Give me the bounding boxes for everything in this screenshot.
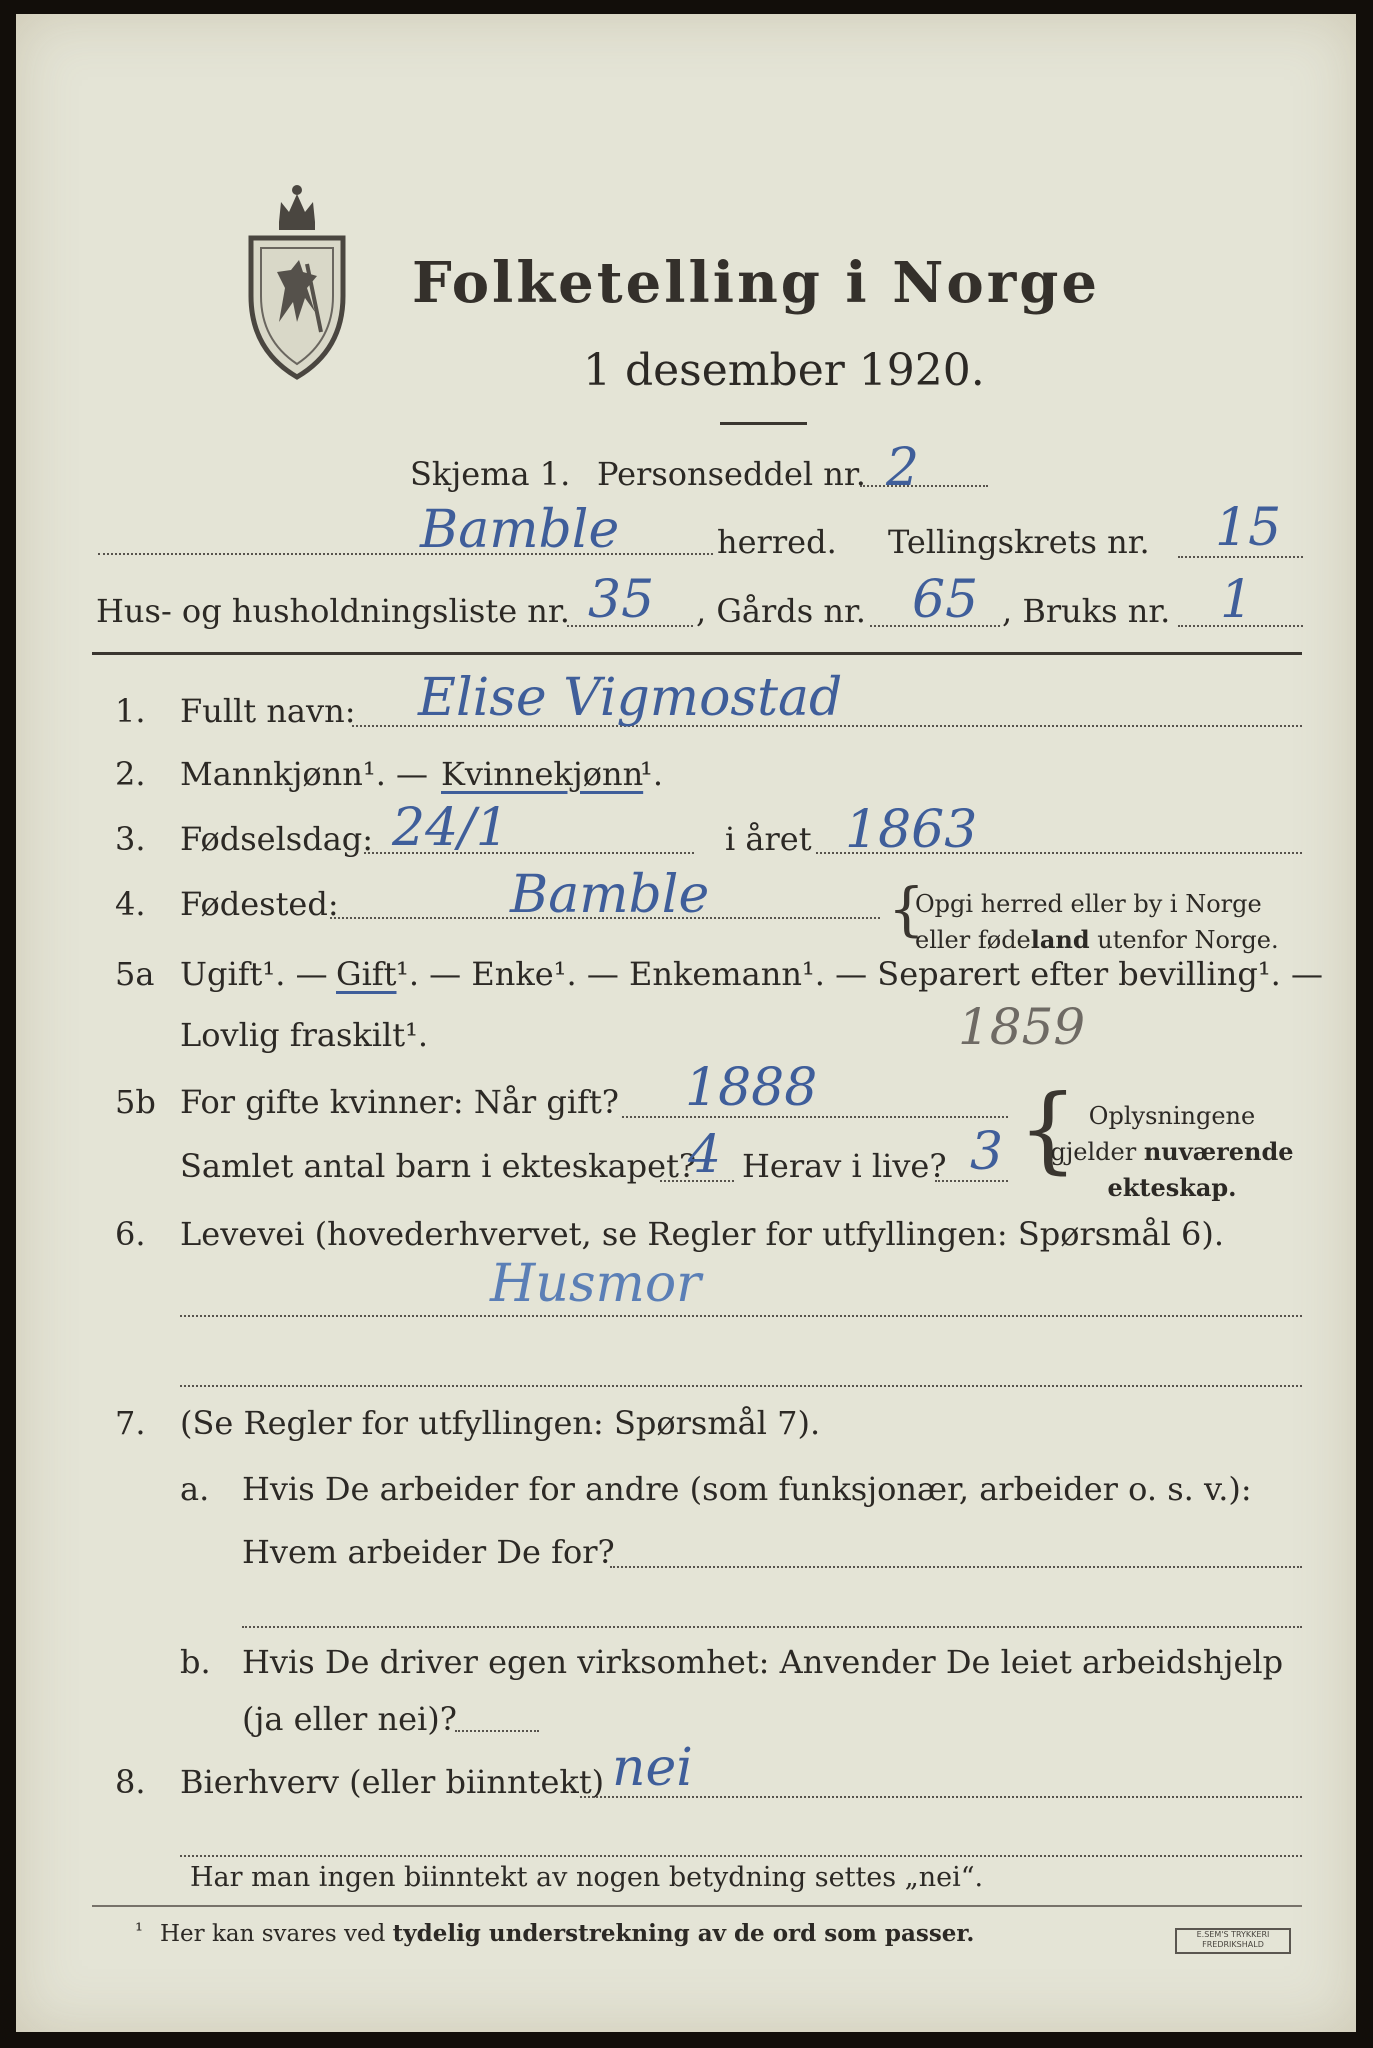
q5a-ugift-option[interactable]: Ugift¹. — bbox=[180, 955, 328, 993]
q8-hint: Har man ingen biinntekt av nogen betydning settes „nei“. bbox=[190, 1862, 984, 1893]
q5b-note-line2 bbox=[1042, 1134, 1302, 1170]
q2-mann-option[interactable]: Mannkjønn¹. — bbox=[180, 755, 429, 793]
q5b-number: 5b bbox=[115, 1083, 156, 1121]
q1-number: 1. bbox=[115, 692, 146, 730]
q6-number: 6. bbox=[115, 1215, 146, 1253]
q7a-line2: Hvem arbeider De for? bbox=[242, 1533, 615, 1571]
q4-note bbox=[915, 886, 1279, 958]
q5b-barn-label: Samlet antal barn i ekteskapet? bbox=[180, 1147, 697, 1185]
q4-note-part-b: land bbox=[1030, 925, 1090, 954]
q3-year-label: i året bbox=[725, 820, 812, 858]
q4-label: Fødested: bbox=[180, 885, 339, 923]
q5a-number: 5a bbox=[115, 955, 155, 993]
personseddel-label: Personseddel nr. bbox=[597, 455, 866, 493]
tellingskrets-value[interactable]: 15 bbox=[1215, 498, 1282, 558]
printer-stamp bbox=[1175, 1928, 1291, 1954]
q7a-line-2 bbox=[242, 1626, 1302, 1628]
q5b-note-part-c: ekteskap. bbox=[1107, 1173, 1237, 1202]
q7b-line bbox=[455, 1730, 539, 1732]
q6-label: Levevei (hovederhvervet, se Regler for utfyllingen: Spørsmål 6). bbox=[180, 1215, 1225, 1253]
personseddel-value[interactable]: 2 bbox=[886, 438, 920, 498]
footer-rule bbox=[92, 1905, 1302, 1907]
q4-note-line2 bbox=[915, 922, 1279, 958]
q3-number: 3. bbox=[115, 820, 146, 858]
q5b-note-line3 bbox=[1042, 1170, 1302, 1206]
q6-line-2 bbox=[180, 1385, 1302, 1387]
q7a-letter: a. bbox=[180, 1470, 210, 1508]
q5b-brace: { bbox=[1018, 1075, 1078, 1184]
q8-line-2 bbox=[180, 1855, 1302, 1857]
q5b-live-label: Herav i live? bbox=[742, 1147, 947, 1185]
herred-label: herred. bbox=[717, 523, 837, 561]
q5b-note bbox=[1042, 1098, 1302, 1206]
children-count-value[interactable]: 4 bbox=[688, 1125, 722, 1185]
q3-label: Fødselsdag: bbox=[180, 820, 374, 858]
q5a-gift-option[interactable]: Gift bbox=[336, 955, 397, 993]
husliste-value[interactable]: 35 bbox=[588, 570, 655, 630]
children-alive-value[interactable]: 3 bbox=[970, 1122, 1004, 1182]
q7b-line1: Hvis De driver egen virksomhet: Anvender De leiet arbeidshjelp bbox=[242, 1643, 1284, 1681]
gards-label: , Gårds nr. bbox=[696, 592, 866, 630]
birthdate-value[interactable]: 24/1 bbox=[392, 798, 509, 858]
birthplace-value[interactable]: Bamble bbox=[510, 865, 710, 925]
title-divider bbox=[720, 422, 807, 425]
side-income-value[interactable]: nei bbox=[612, 1738, 693, 1798]
q5a-other-options[interactable]: ¹. — Enke¹. — Enkemann¹. — Separert efter bevilling¹. — bbox=[396, 955, 1323, 993]
q2-kvinne-option[interactable]: Kvinnekjønn bbox=[441, 755, 644, 793]
husliste-label: Hus- og husholdningsliste nr. bbox=[96, 592, 570, 630]
gards-value[interactable]: 65 bbox=[912, 570, 979, 630]
herred-value[interactable]: Bamble bbox=[420, 500, 620, 560]
full-name-value[interactable]: Elise Vigmostad bbox=[418, 668, 843, 728]
q2-tail: ¹. bbox=[640, 755, 663, 793]
footnote-part-a: Her kan svares ved bbox=[160, 1921, 393, 1947]
footnote bbox=[160, 1920, 974, 1947]
q7b-line2: (ja eller nei)? bbox=[242, 1700, 457, 1738]
q4-note-line1: Opgi herred eller by i Norge bbox=[915, 890, 1262, 918]
q7a-line bbox=[610, 1566, 1302, 1568]
birth-year-value[interactable]: 1863 bbox=[845, 800, 978, 860]
q2-number: 2. bbox=[115, 755, 146, 793]
census-date: 1 desember 1920. bbox=[583, 345, 985, 396]
q4-number: 4. bbox=[115, 885, 146, 923]
q5b-note-part-a: gjelder bbox=[1050, 1138, 1144, 1166]
personseddel-line bbox=[860, 485, 988, 487]
q5b-label: For gifte kvinner: Når gift? bbox=[180, 1083, 619, 1121]
form-title: Folketelling i Norge bbox=[412, 250, 1101, 316]
q7a-line1: Hvis De arbeider for andre (som funksjonær, arbeider o. s. v.): bbox=[242, 1470, 1252, 1508]
q5b-note-part-b: nuværende bbox=[1143, 1137, 1294, 1166]
q8-number: 8. bbox=[115, 1763, 146, 1801]
pencil-annotation: 1859 bbox=[958, 998, 1086, 1056]
stamp-line2: FREDRIKSHALD bbox=[1202, 1940, 1264, 1949]
q1-label: Fullt navn: bbox=[180, 692, 356, 730]
herred-line bbox=[98, 553, 713, 555]
schema-label: Skjema 1. bbox=[410, 455, 571, 493]
q7-label: (Se Regler for utfyllingen: Spørsmål 7). bbox=[180, 1404, 821, 1442]
bruks-label: , Bruks nr. bbox=[1002, 592, 1171, 630]
q8-label: Bierhverv (eller biinntekt) bbox=[180, 1763, 605, 1801]
q4-brace: { bbox=[888, 875, 925, 943]
q7b-letter: b. bbox=[180, 1643, 211, 1681]
q7-number: 7. bbox=[115, 1404, 146, 1442]
q4-note-part-c: utenfor Norge. bbox=[1089, 926, 1279, 954]
footnote-part-b: tydelig understrekning av de ord som passer. bbox=[392, 1920, 975, 1947]
bruks-value[interactable]: 1 bbox=[1220, 570, 1254, 630]
married-year-value[interactable]: 1888 bbox=[685, 1058, 818, 1118]
q6-line-1 bbox=[180, 1315, 1302, 1317]
q4-note-part-a: eller føde bbox=[915, 926, 1031, 954]
tellingskrets-label: Tellingskrets nr. bbox=[888, 523, 1150, 561]
occupation-value[interactable]: Husmor bbox=[490, 1254, 701, 1314]
stamp-line1: E.SEM'S TRYKKERI bbox=[1196, 1930, 1270, 1939]
q5a-fraskilt-option[interactable]: Lovlig fraskilt¹. bbox=[180, 1016, 429, 1054]
coat-of-arms-icon bbox=[245, 172, 350, 382]
header-rule bbox=[92, 652, 1302, 655]
q5b-note-line1: Oplysningene bbox=[1088, 1102, 1256, 1130]
footnote-mark: ¹ bbox=[135, 1918, 144, 1942]
